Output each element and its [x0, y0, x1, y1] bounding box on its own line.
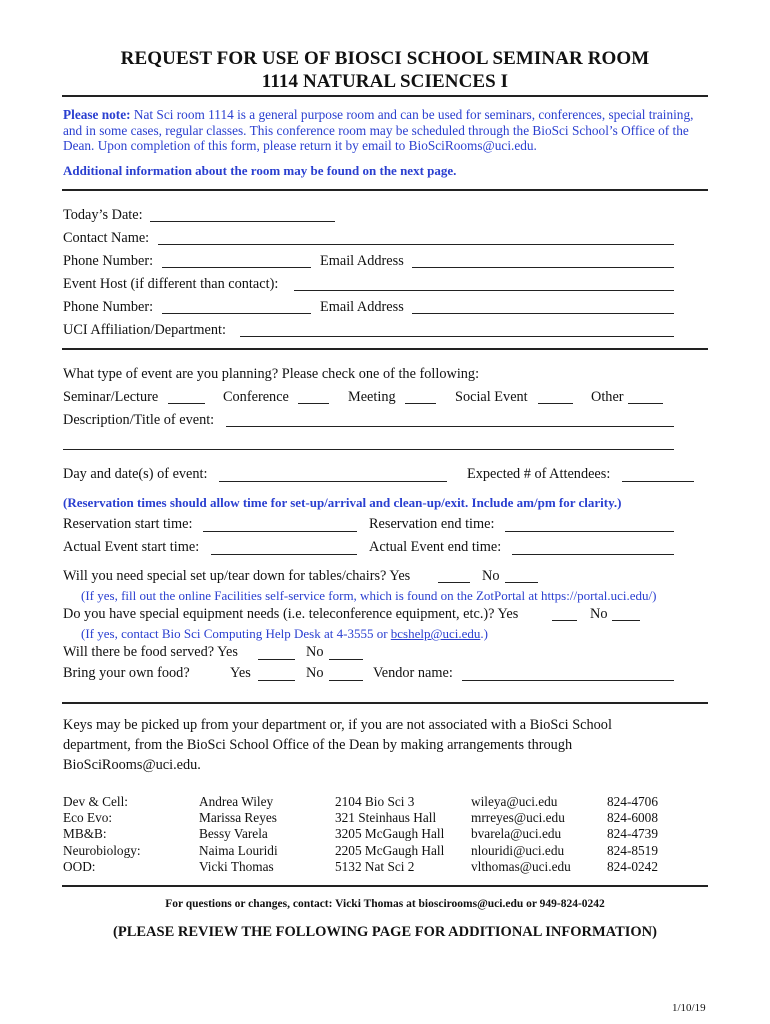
- equipment-yes-check[interactable]: [552, 620, 577, 621]
- contact-email: mrreyes@uci.edu: [471, 810, 565, 826]
- contact-email: wileya@uci.edu: [471, 794, 558, 809]
- reservation-note: (Reservation times should allow time for set-up/arrival and clean-up/exit. Include am/pm for clarity.): [63, 495, 622, 510]
- contact-dept: Dev & Cell:: [63, 794, 128, 809]
- phone-number-label: Phone Number:: [63, 253, 154, 269]
- contact-name-column: [199, 794, 278, 875]
- contact-name-field[interactable]: [158, 244, 674, 245]
- option-seminar-check[interactable]: [168, 403, 205, 404]
- intro-note: [63, 107, 703, 154]
- host-phone-label: Phone Number:: [63, 299, 154, 315]
- equipment-hint: [81, 626, 488, 642]
- event-host-field[interactable]: [294, 290, 674, 291]
- option-social-label: Social Event: [455, 389, 528, 405]
- option-other-check[interactable]: [628, 403, 663, 404]
- contact-phone: 824-8519: [607, 842, 658, 858]
- contact-room-column: [335, 794, 444, 875]
- contact-email-column: [471, 794, 571, 875]
- todays-date-field[interactable]: [150, 221, 335, 222]
- contact-name-label: Contact Name:: [63, 230, 150, 246]
- keys-paragraph: Keys may be picked up from your department or, if you are not associated with a BioSci School department, from the BioSci School Office of the Dean by making arrangements through BioSciRooms@uci.edu.: [63, 717, 612, 773]
- description-label: Description/Title of event:: [63, 412, 215, 428]
- host-phone-field[interactable]: [162, 313, 311, 314]
- event-dates-label: Day and date(s) of event:: [63, 466, 208, 482]
- res-end-field[interactable]: [505, 531, 674, 532]
- setup-hint: (If yes, fill out the online Facilities self-service form, which is found on the ZotPortal at https://portal.uci.edu/): [81, 588, 657, 603]
- divider: [62, 702, 708, 704]
- contact-dept-column: [63, 794, 141, 875]
- contact-person: Andrea Wiley: [199, 794, 274, 809]
- additional-info: Additional information about the room may be found on the next page.: [63, 163, 457, 178]
- contact-dept: OOD:: [63, 858, 96, 874]
- contact-phone-column: [607, 794, 658, 875]
- contact-phone: 824-4739: [607, 826, 658, 842]
- food-no-label: No: [306, 644, 324, 660]
- actual-start-label: Actual Event start time:: [63, 539, 200, 555]
- actual-start-field[interactable]: [211, 554, 357, 555]
- own-food-no-check[interactable]: [329, 680, 363, 681]
- form-title-line2: 1114 NATURAL SCIENCES I: [261, 71, 509, 92]
- res-start-field[interactable]: [203, 531, 357, 532]
- note-label: Please note:: [63, 107, 131, 122]
- equipment-no-label: No: [590, 606, 608, 622]
- actual-end-field[interactable]: [512, 554, 674, 555]
- own-food-question: Bring your own food?: [63, 665, 190, 681]
- affiliation-label: UCI Affiliation/Department:: [63, 322, 226, 338]
- host-email-field[interactable]: [412, 313, 674, 314]
- note-text: Nat Sci room 1114 is a general purpose room and can be used for seminars, conferences, special training, and in some cases, regular classes. This conference room may be scheduled through the BioSci School’s Office of the Dean. Upon completion of this form, please return it by email to BioSciRooms@uci.edu.: [63, 107, 694, 153]
- contact-phone: 824-0242: [607, 858, 658, 874]
- contact-person: Vicki Thomas: [199, 858, 274, 874]
- equipment-question: Do you have special equipment needs (i.e. teleconference equipment, etc.)? Yes: [63, 606, 519, 622]
- option-social-check[interactable]: [538, 403, 573, 404]
- contact-room: 2205 McGaugh Hall: [335, 842, 445, 858]
- option-other-label: Other: [591, 389, 624, 405]
- divider: [62, 348, 708, 350]
- divider: [62, 95, 708, 97]
- own-food-yes-check[interactable]: [258, 680, 295, 681]
- own-food-yes-label: Yes: [230, 665, 251, 681]
- description-field-line2[interactable]: [63, 449, 674, 450]
- email-address-field[interactable]: [412, 267, 674, 268]
- setup-yes-check[interactable]: [438, 582, 470, 583]
- contact-person: Bessy Varela: [199, 826, 268, 842]
- vendor-label: Vendor name:: [373, 665, 453, 681]
- contact-email: bvarela@uci.edu: [471, 826, 562, 842]
- res-end-label: Reservation end time:: [369, 516, 495, 532]
- equipment-hint-end: .): [480, 626, 488, 641]
- contact-dept: Neurobiology:: [63, 842, 141, 858]
- option-meeting-label: Meeting: [348, 389, 396, 405]
- todays-date-label: Today’s Date:: [63, 207, 143, 223]
- contact-dept: MB&B:: [63, 826, 107, 842]
- res-start-label: Reservation start time:: [63, 516, 193, 532]
- email-address-label: Email Address: [320, 253, 404, 269]
- affiliation-field[interactable]: [240, 336, 674, 337]
- option-conference-label: Conference: [223, 389, 289, 405]
- event-type-question: What type of event are you planning? Please check one of the following:: [63, 366, 480, 382]
- divider: [62, 885, 708, 887]
- description-field[interactable]: [226, 426, 674, 427]
- event-dates-field[interactable]: [219, 481, 447, 482]
- event-host-label: Event Host (if different than contact):: [63, 276, 279, 292]
- questions-contact: For questions or changes, contact: Vicki Thomas at bioscirooms@uci.edu or 949-824-0242: [165, 898, 605, 910]
- option-meeting-check[interactable]: [405, 403, 436, 404]
- setup-no-check[interactable]: [505, 582, 538, 583]
- contact-room: 3205 McGaugh Hall: [335, 826, 445, 842]
- contact-person: Marissa Reyes: [199, 810, 277, 826]
- contact-phone: 824-6008: [607, 810, 658, 826]
- vendor-field[interactable]: [462, 680, 674, 681]
- equipment-hint-text: (If yes, contact Bio Sci Computing Help Desk at 4-3555 or: [81, 626, 391, 641]
- attendees-label: Expected # of Attendees:: [467, 466, 611, 482]
- food-yes-check[interactable]: [258, 659, 295, 660]
- contact-phone: 824-4706: [607, 794, 658, 809]
- contact-person: Naima Louridi: [199, 842, 278, 858]
- review-notice: (PLEASE REVIEW THE FOLLOWING PAGE FOR ADDITIONAL INFORMATION): [113, 924, 657, 940]
- setup-no-label: No: [482, 568, 500, 584]
- food-no-check[interactable]: [329, 659, 363, 660]
- setup-question: Will you need special set up/tear down for tables/chairs? Yes: [63, 568, 411, 584]
- equipment-no-check[interactable]: [612, 620, 640, 621]
- contact-email: vlthomas@uci.edu: [471, 858, 571, 874]
- contact-room: 321 Steinhaus Hall: [335, 810, 437, 826]
- actual-end-label: Actual Event end time:: [369, 539, 502, 555]
- attendees-field[interactable]: [622, 481, 694, 482]
- contact-dept: Eco Evo:: [63, 810, 113, 826]
- contact-room: 5132 Nat Sci 2: [335, 858, 415, 874]
- own-food-no-label: No: [306, 665, 324, 681]
- food-question: Will there be food served? Yes: [63, 644, 238, 660]
- divider: [62, 189, 708, 191]
- form-title-line1: REQUEST FOR USE OF BIOSCI SCHOOL SEMINAR ROOM: [120, 48, 650, 69]
- host-email-label: Email Address: [320, 299, 404, 315]
- contact-email: nlouridi@uci.edu: [471, 842, 565, 858]
- contact-room: 2104 Bio Sci 3: [335, 794, 415, 809]
- phone-number-field[interactable]: [162, 267, 311, 268]
- revision-date: 1/10/19: [672, 1002, 706, 1014]
- helpdesk-email-link[interactable]: bcshelp@uci.edu: [390, 626, 481, 641]
- option-seminar-label: Seminar/Lecture: [63, 389, 159, 405]
- option-conference-check[interactable]: [298, 403, 329, 404]
